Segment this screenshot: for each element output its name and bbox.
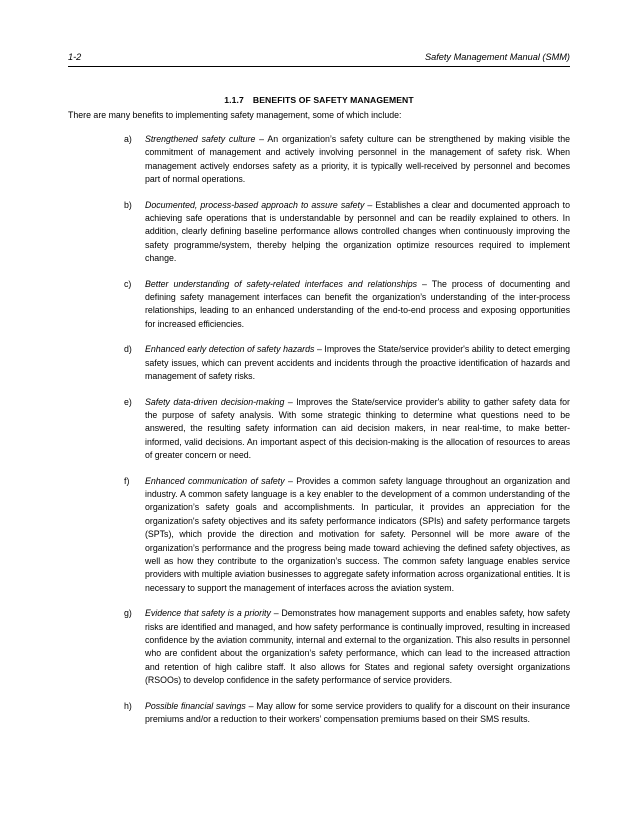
- item-letter: d): [124, 344, 132, 355]
- item-letter: b): [124, 199, 132, 210]
- item-term: Enhanced early detection of safety hazards: [145, 344, 315, 355]
- list-item: [124, 343, 570, 383]
- item-letter: e): [124, 396, 132, 407]
- manual-title: Safety Management Manual (SMM): [424, 52, 570, 62]
- benefits-list: [124, 133, 570, 738]
- item-term: Better understanding of safety-related interfaces and relationships: [145, 278, 417, 289]
- item-letter: g): [124, 608, 132, 619]
- item-text: – Improves the State/service provider's ability to gather safety data for the purpose of safety analysis. With some strategic thinking to determine what questions need to be answered, the resulting safety information can aid decision makers, in near real-time, to make better-informed, valid decisions. An important aspect of this decision-making is the allocation of resources to areas of greater concern or need.: [145, 396, 570, 461]
- item-letter: f): [124, 475, 130, 486]
- list-item: [124, 475, 570, 596]
- item-letter: c): [124, 278, 132, 289]
- section-heading: [0, 95, 638, 105]
- item-text: – An organization’s safety culture can be strengthened by making visible the commitment of management and actively involving personnel in the management of safety risk. When management actively endorses safety as a priority, it is typically well-received by personnel and becomes part of normal operations.: [145, 134, 570, 185]
- item-text: – Provides a common safety language throughout an organization and industry. A common safety language is a key enabler to the development of a common understanding of the organization’s safety goals and accomplishments. In particular, it provides an appreciation for the organization's safety objectives and its safety performance indicators (SPIs) and safety performance targets (SPTs), which provide the direction and motivation for safety. Personnel will be more aware of the organization’s performance and the progress being made toward achieving the defined safety objectives, as well as how they contribute to the organization’s success. The common safety language enables service providers with multiple aviation businesses to aggregate safety information across organizational entities. It is necessary to support the management of interfaces across the aviation system.: [145, 475, 570, 593]
- item-letter: a): [124, 134, 132, 144]
- item-letter: h): [124, 700, 132, 711]
- item-term: Strengthened safety culture: [145, 134, 256, 144]
- intro-paragraph: There are many benefits to implementing safety management, some of which include:: [68, 110, 402, 120]
- item-term: Evidence that safety is a priority: [145, 608, 271, 619]
- section-number: 1.1.7: [224, 95, 244, 105]
- page-header: [68, 52, 570, 67]
- list-item: [124, 278, 570, 332]
- item-term: Possible financial savings: [145, 700, 246, 711]
- list-item: [124, 607, 570, 687]
- item-text: – May allow for some service providers to qualify for a discount on their insurance premiums and/or a reduction to their workers’ compensation premiums based on their SMS results.: [145, 700, 570, 725]
- page-number: 1-2: [68, 52, 82, 62]
- section-title: BENEFITS OF SAFETY MANAGEMENT: [252, 95, 414, 105]
- item-text: – Establishes a clear and documented approach to achieving safe operations that is understandable by personnel and can be readily explained to others. In addition, clearly defining baseline performance allows controlled changes when continuously improving the safety programme/system, thereby helping the organization optimize resources required to implement change.: [145, 199, 570, 264]
- item-term: Enhanced communication of safety: [145, 475, 285, 486]
- item-term: Safety data-driven decision-making: [145, 396, 285, 407]
- list-item: [124, 133, 570, 187]
- item-text: – The process of documenting and defining safety management interfaces can benefit the organization’s understanding of the inter-process relationships, leading to an enhanced understanding of the end-to-end process and exposing opportunities for increased efficiencies.: [145, 278, 571, 329]
- item-text: – Improves the State/service provider's ability to detect emerging safety issues, which can prevent accidents and incidents through the proactive identification of hazards and management of safety risks.: [145, 344, 571, 382]
- item-text: – Demonstrates how management supports and enables safety, how safety risks are identified and managed, and how safety performance is continually improved, resulting in increased confidence by the aviation community, internal and external to the organization. This also results in personnel who are confident about the organization’s safety performance, which can lead to the increased attraction and retention of high calibre staff. It also allows for States and regional safety oversight organizations (RSOOs) to develop confidence in the safety performance of service providers.: [145, 608, 570, 686]
- list-item: [124, 700, 570, 727]
- list-item: [124, 396, 570, 463]
- list-item: [124, 199, 570, 266]
- item-term: Documented, process-based approach to assure safety: [145, 199, 365, 210]
